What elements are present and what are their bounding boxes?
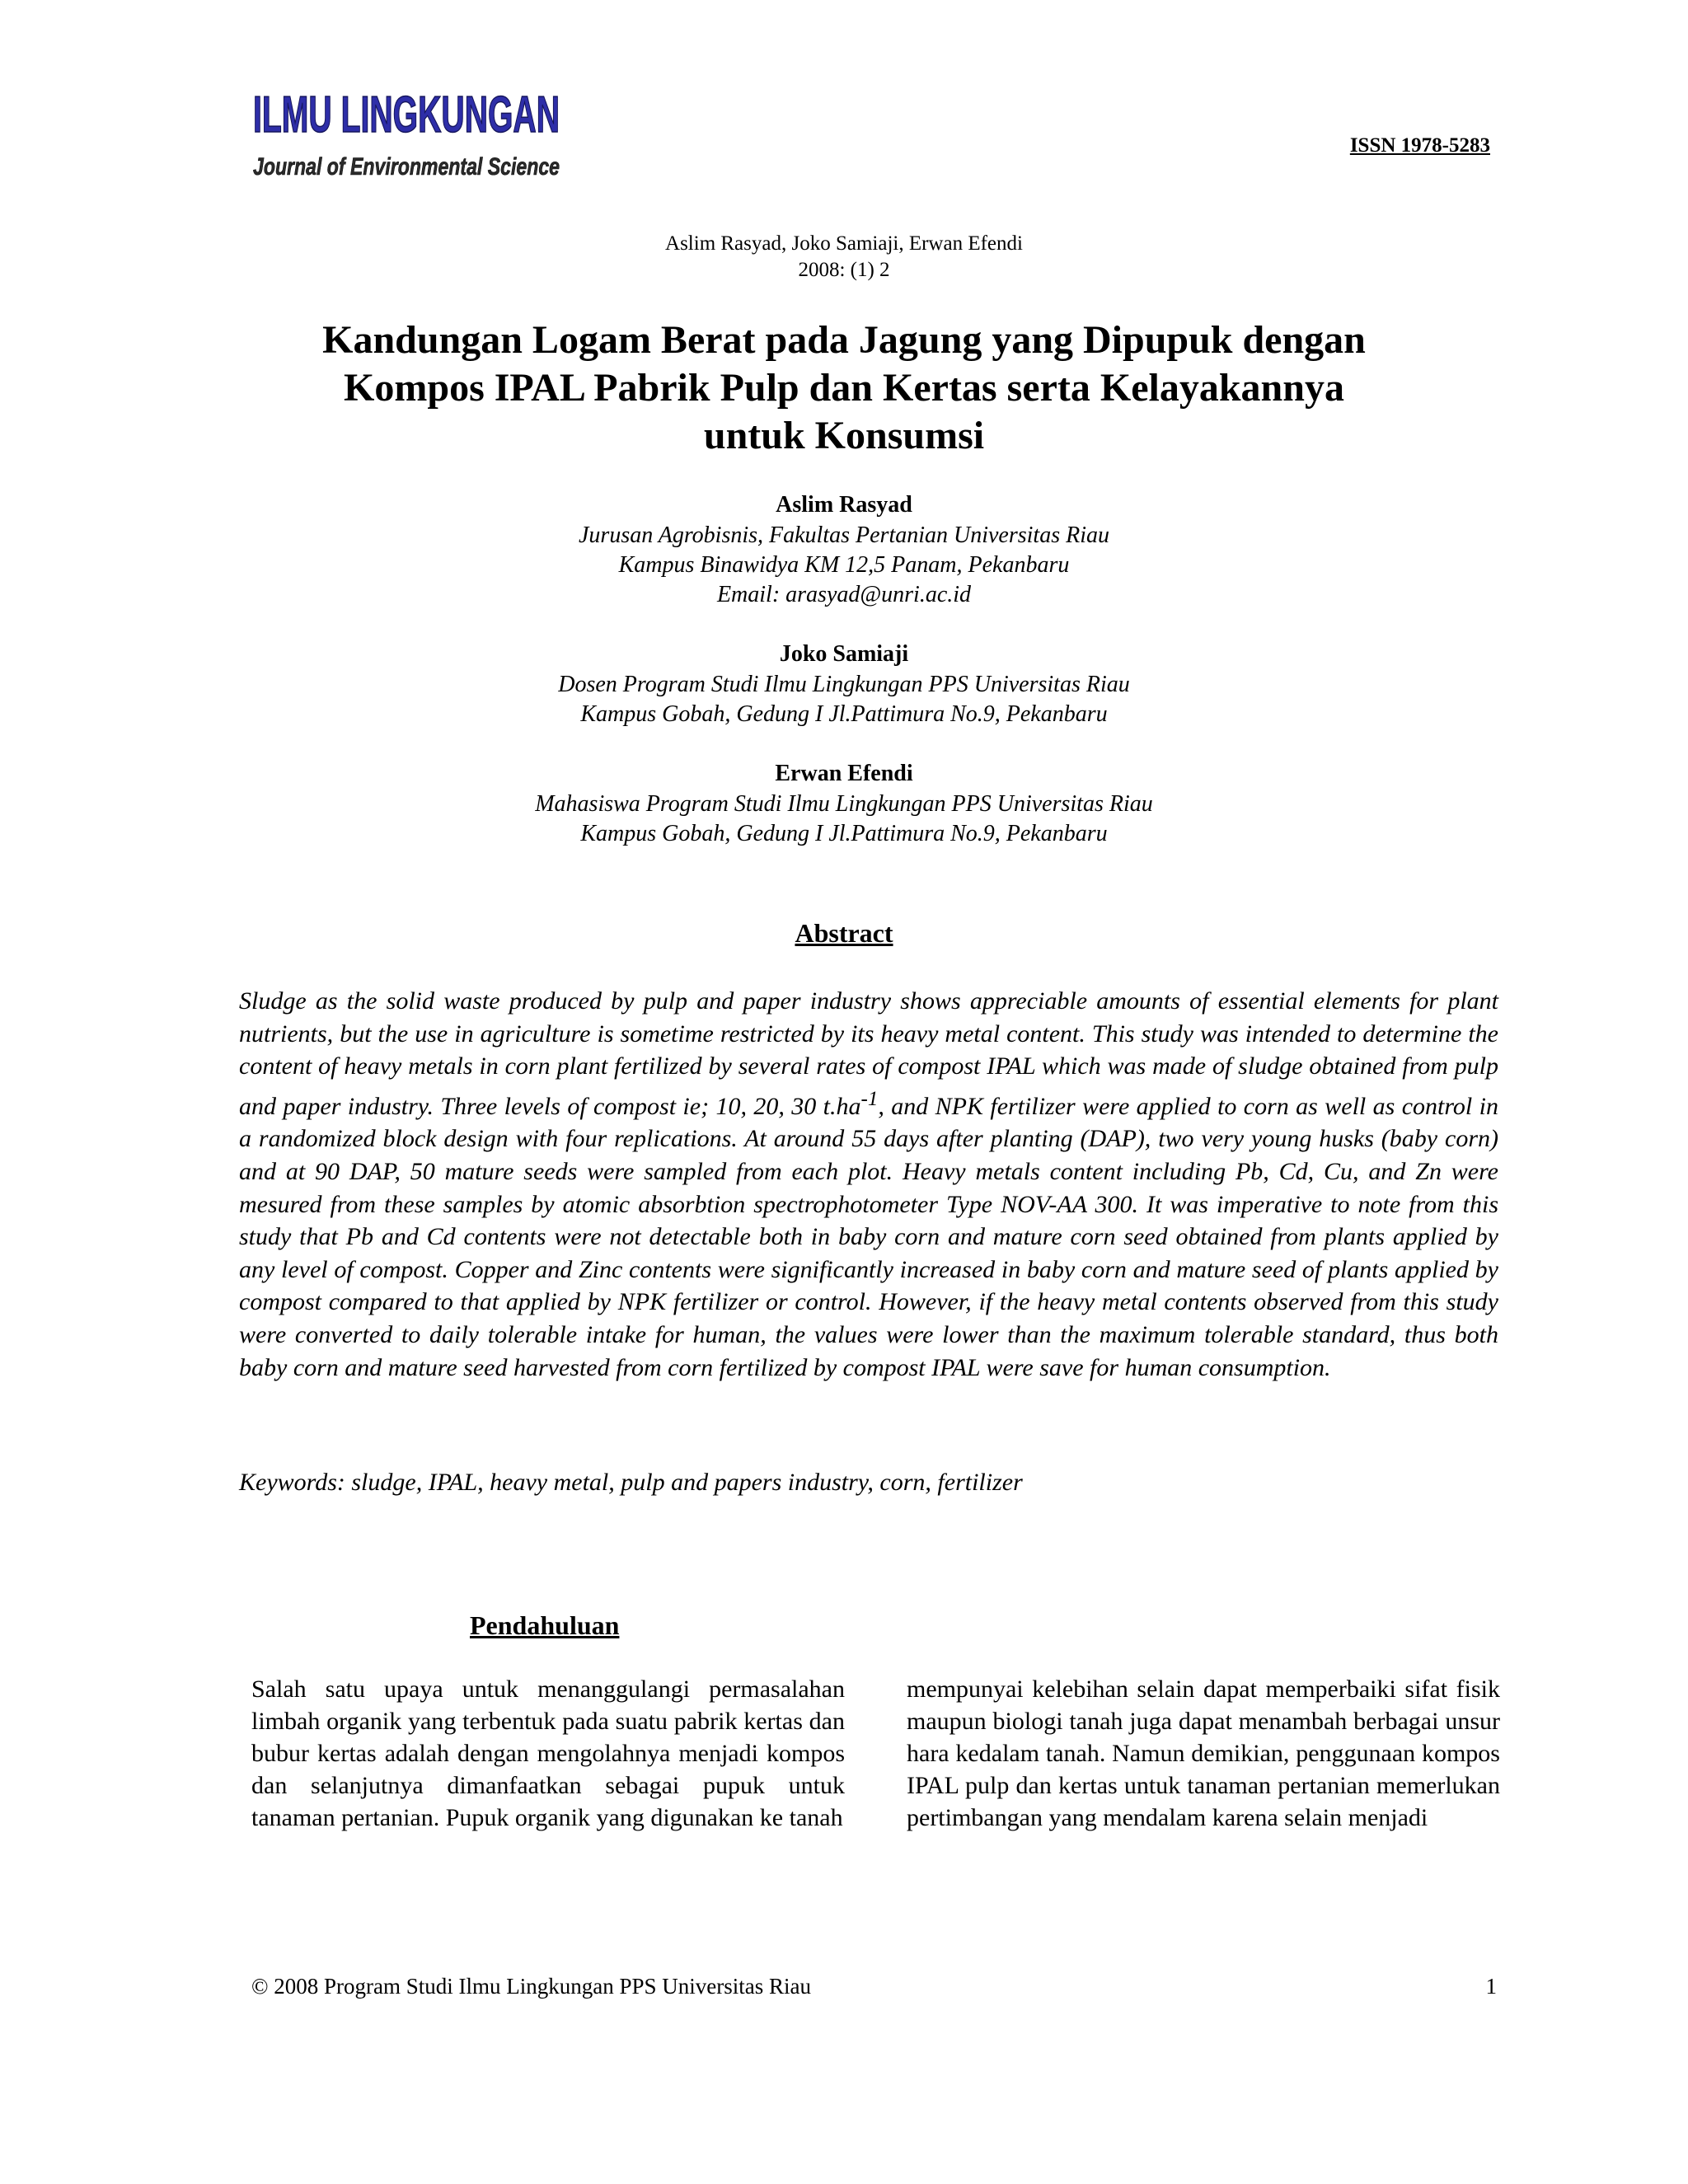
author-block (0, 490, 1688, 610)
author-affiliation: Kampus Gobah, Gedung I Jl.Pattimura No.9, Pekanbaru (580, 701, 1108, 727)
abstract-text-part2: , and NPK fertilizer were applied to corn as well as control in a randomized block design with four replications. At around 55 days after planting (DAP), two very young husks (baby corn) and at 90 DAP, 50 mature seeds were sampled from each plot. Heavy metals content including Pb, Cd, Cu, and Zn were mesured from these samples by atomic absorbtion spectrophotometer Type NOV-AA 300. It was imperative to note from this study that Pb and Cd contents were not detectable both in baby corn and mature corn seed obtained from plants applied by any level of compost. Copper and Zinc contents were significantly increased in baby corn and mature seed of plants applied by compost compared to that applied by NPK fertilizer or control. However, if the heavy metal contents observed from this study were converted to daily tolerable intake for human, the values were lower than the maximum tolerable standard, thus both baby corn and mature seed harvested from corn fertilized by compost IPAL were save for human consumption. (239, 1092, 1498, 1381)
footer-copyright: © 2008 Program Studi Ilmu Lingkungan PPS Universitas Riau (251, 1974, 812, 1999)
title-line: Kandungan Logam Berat pada Jagung yang Dipupuk dengan (322, 318, 1366, 362)
author-name: Aslim Rasyad (776, 492, 912, 518)
author-affiliation: Jurusan Agrobisnis, Fakultas Pertanian Universitas Riau (579, 523, 1109, 548)
issn-number: ISSN 1978-5283 (1349, 134, 1490, 157)
section-heading-pendahuluan: Pendahuluan (470, 1610, 620, 1640)
author-name: Joko Samiaji (779, 641, 909, 667)
intro-column-right: mempunyai kelebihan selain dapat memperbaiki sifat fisik maupun biologi tanah juga dapat menambah berbagai unsur hara kedalam tanah. Namun demikian, penggunaan kompos IPAL pulp dan kertas untuk tanaman pertanian memerlukan pertimbangan yang mendalam karena selain menjadi (907, 1675, 1500, 1831)
author-affiliation: Kampus Gobah, Gedung I Jl.Pattimura No.9, Pekanbaru (580, 821, 1108, 846)
author-block (0, 639, 1688, 729)
author-email: Email: arasyad@unri.ac.id (716, 582, 972, 607)
unit-superscript: -1 (860, 1087, 879, 1110)
page-number: 1 (1485, 1974, 1497, 1999)
journal-logo-image (251, 51, 565, 195)
journal-logo (251, 51, 565, 195)
header-authors: Aslim Rasyad, Joko Samiaji, Erwan Efendi (665, 232, 1023, 255)
author-affiliation: Mahasiswa Program Studi Ilmu Lingkungan PPS Universitas Riau (535, 791, 1153, 817)
intro-column-left: Salah satu upaya untuk menanggulangi permasalahan limbah organik yang terbentuk pada suatu pabrik kertas dan bubur kertas adalah dengan mengolahnya menjadi kompos dan selanjutnya dimanfaatkan sebagai pupuk untuk tanaman pertanian. Pupuk organik yang digunakan ke tanah (251, 1675, 845, 1831)
author-block (0, 758, 1688, 849)
header-volume: 2008: (1) 2 (798, 259, 890, 281)
logo-subtitle: Journal of Environmental Science (253, 153, 560, 180)
title-line: untuk Konsumsi (703, 414, 985, 457)
article-title (0, 316, 1688, 460)
author-affiliation: Dosen Program Studi Ilmu Lingkungan PPS Universitas Riau (558, 672, 1130, 697)
title-line: Kompos IPAL Pabrik Pulp dan Kertas serta Kelayakannya (344, 366, 1344, 410)
running-header (0, 231, 1688, 284)
abstract-text-part1: Sludge as the solid waste produced by pulp and paper industry shows appreciable amounts of essential elements for plant nutrients, but the use in agriculture is sometime restricted by its heavy metal content. This study was intended to determine the content of heavy metals in corn plant fertilized by several rates of compost IPAL which was made of sludge obtained from pulp and paper industry. Three levels of compost ie; 10, 20, 30 t.ha (239, 987, 1498, 1120)
author-affiliation: Kampus Binawidya KM 12,5 Panam, Pekanbaru (618, 552, 1070, 578)
abstract-heading: Abstract (795, 918, 893, 948)
abstract-text (239, 985, 1498, 1384)
author-list (0, 490, 1688, 878)
author-name: Erwan Efendi (775, 761, 913, 786)
logo-title: ILMU LINGKUNGAN (253, 87, 560, 143)
keywords: Keywords: sludge, IPAL, heavy metal, pulp and papers industry, corn, fertilizer (239, 1469, 1023, 1496)
